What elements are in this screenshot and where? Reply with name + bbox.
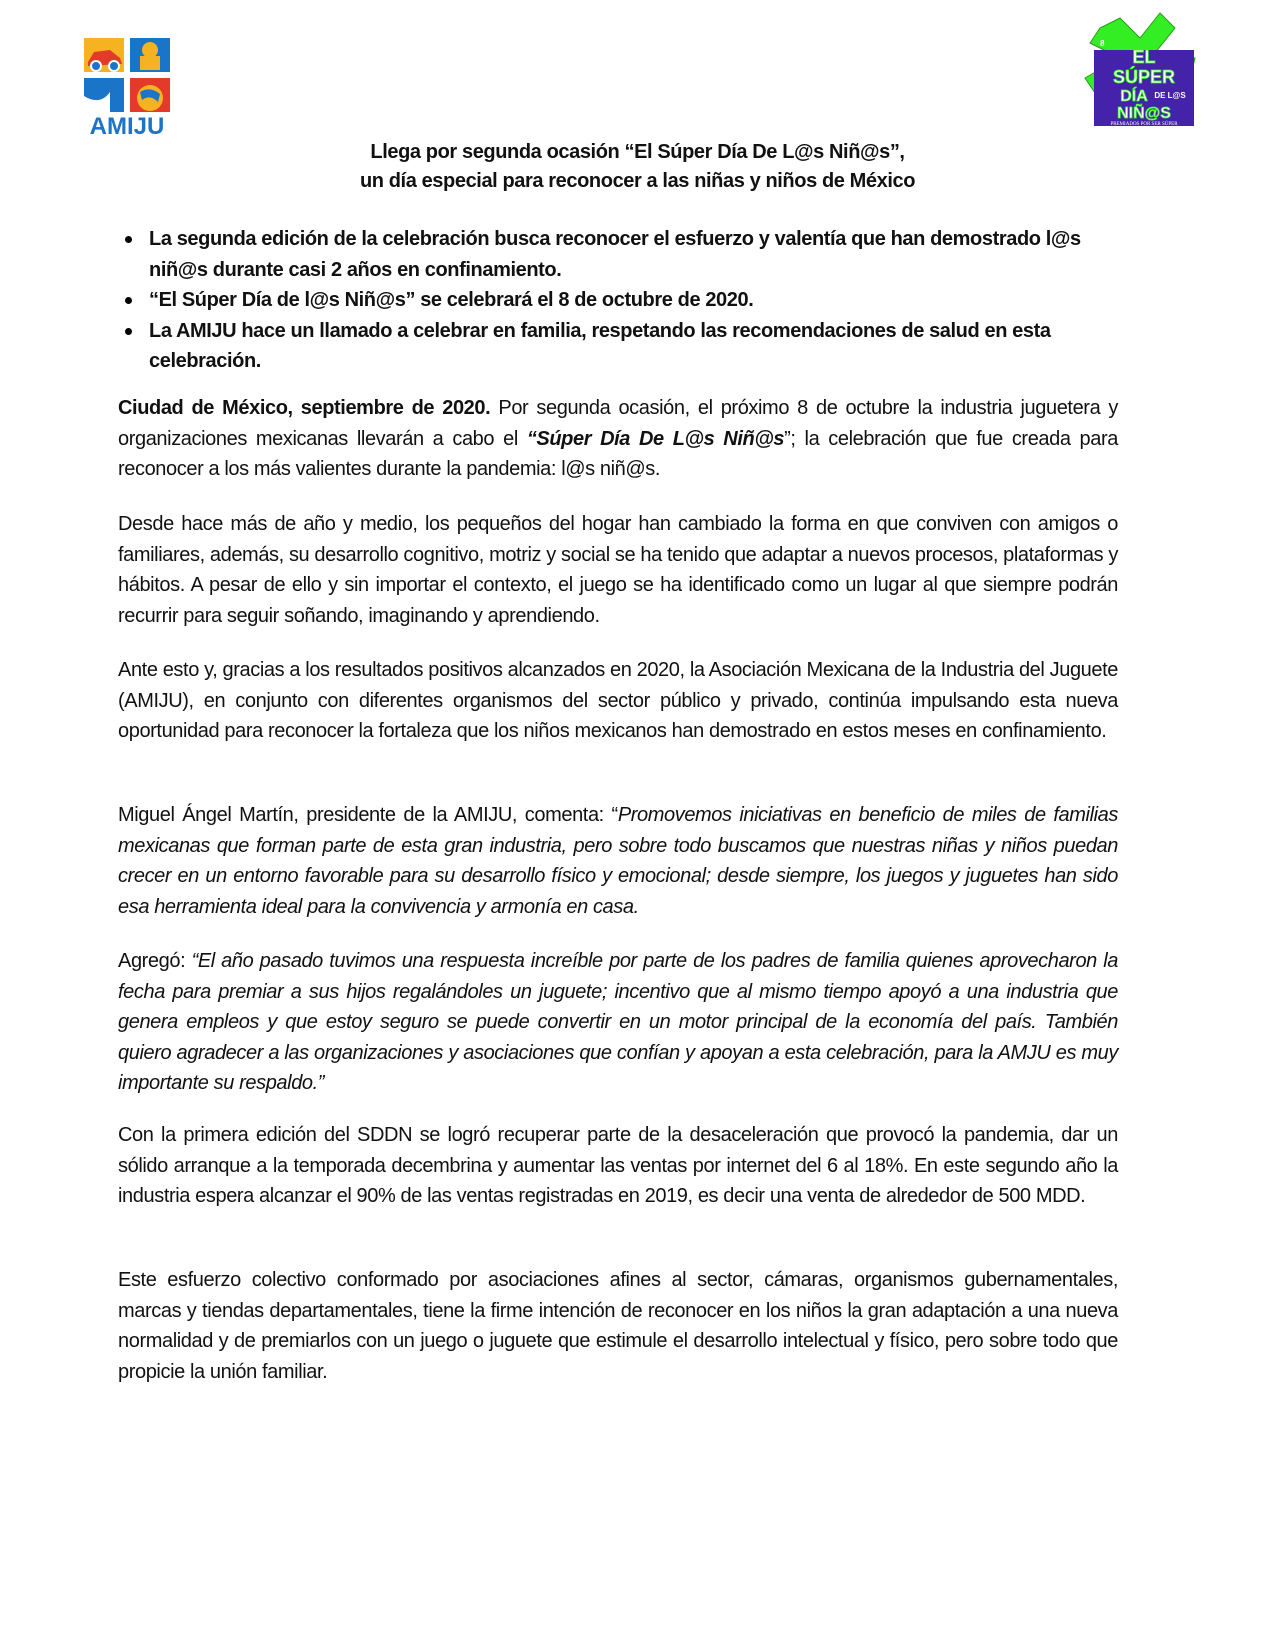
svg-text:NIÑ@S: NIÑ@S <box>1117 105 1171 122</box>
svg-text:PREMIADOS POR SER SÚPER: PREMIADOS POR SER SÚPER <box>1110 122 1178 127</box>
quote: Promovemos iniciativas en beneficio de miles de familias mexicanas que forman parte de esta gran industria, pero sobre todo buscamos que nuestras niñas y niños puedan crecer en un entorno favorable para su desarrollo físico y emocional; desde siempre, los juegos y juguetes han sido esa herramienta ideal para la convivencia y armonía en casa. <box>118 804 1118 918</box>
paragraph-amiju: Ante esto y, gracias a los resultados positivos alcanzados en 2020, la Asociación Mexicana de la Industria del Juguete (AMIJU), en conjunto con diferentes organismos del sector público y privado, continúa impulsando esta nueva oportunidad para reconocer la fortaleza que los niños mexicanos han demostrado en estos meses en confinamiento. <box>118 659 1118 742</box>
svg-text:EL: EL <box>1132 47 1156 67</box>
svg-text:DE L@S: DE L@S <box>1154 91 1186 100</box>
paragraph-quote-martin: Miguel Ángel Martín, presidente de la AMIJU, comenta: “Promovemos iniciativas en beneficio de miles de familias mexicanas que forman parte de esta gran industria, pero sobre todo buscamos que nuestras niñas y niños puedan crecer en un entorno favorable para su desarrollo físico y emocional; desde siempre, los juegos y juguetes han sido esa herramienta ideal para la convivencia y armonía en casa. <box>118 804 1118 918</box>
dateline: Ciudad de México, septiembre de 2020. <box>118 397 491 419</box>
paragraph-results: Con la primera edición del SDDN se logró recuperar parte de la desaceleración que provocó la pandemia, dar un sólido arranque a la temporada decembrina y aumentar las ventas por internet del 6 al 18%. En este segundo año la industria espera alcanzar el 90% de las ventas registradas en 2019, es decir una venta de alrededor de 500 MDD. <box>118 1124 1118 1207</box>
title-line-2: un día especial para reconocer a las niñas y niños de México <box>359 170 916 192</box>
page-title <box>200 138 1075 196</box>
highlight-item: La segunda edición de la celebración busca reconocer el esfuerzo y valentía que han demostrado l@s niñ@s durante casi 2 años en confinamiento. <box>120 224 1120 285</box>
title-line-1: Llega por segunda ocasión “El Súper Día De L@s Niñ@s”, <box>370 141 905 163</box>
paragraph-quote-agrego: Agregó: “El año pasado tuvimos una respuesta increíble por parte de los padres de familia quienes aprovecharon la fecha para premiar a sus hijos regalándoles un juguete; incentivo que al mismo tiempo apoyó a una industria que genera empleos y que estoy seguro se puede convertir en un motor principal de la economía del país. También quiero agradecer a las organizaciones y asociaciones que confían y apoyan a esta celebración, para la AMJU es muy importante su respaldo.” <box>118 950 1118 1094</box>
gift-bow-icon <box>1080 8 1200 133</box>
paragraph-context: Desde hace más de año y medio, los pequeños del hogar han cambiado la forma en que conviven con amigos o familiares, además, su desarrollo cognitivo, motriz y social se ha tenido que adaptar a nuevos procesos, plataformas y hábitos. A pesar de ello y sin importar el contexto, el juego se ha identificado como un lugar al que siempre podrán recurrir para seguir soñando, imaginando y aprendiendo. <box>118 513 1118 627</box>
svg-text:AMIJU: AMIJU <box>89 113 165 136</box>
svg-text:8: 8 <box>1100 39 1105 48</box>
paragraph-intro: Ciudad de México, septiembre de 2020. Por segunda ocasión, el próximo 8 de octubre la industria juguetera y organizaciones mexicanas llevarán a cabo el “Súper Día De L@s Niñ@s”; la celebración que fue creada para reconocer a los más valientes durante la pandemia: l@s niñ@s. <box>118 397 1118 480</box>
svg-text:SÚPER: SÚPER <box>1112 67 1176 87</box>
svg-text:DÍA: DÍA <box>1120 88 1148 105</box>
super-dia-logo <box>1080 8 1200 133</box>
highlights-list <box>120 224 1120 377</box>
highlight-item: “El Súper Día de l@s Niñ@s” se celebrará el 8 de octubre de 2020. <box>120 285 1120 316</box>
highlight-item: La AMIJU hace un llamado a celebrar en familia, respetando las recomendaciones de salud en esta celebración. <box>120 316 1120 377</box>
event-name: “Súper Día De L@s Niñ@s <box>526 427 785 450</box>
quote: “El año pasado tuvimos una respuesta increíble por parte de los padres de familia quienes aprovecharon la fecha para premiar a sus hijos regalándoles un juguete; incentivo que al mismo tiempo apoyó a una industria que genera empleos y que estoy seguro se puede convertir en un motor principal de la economía del país. También quiero agradecer a las organizaciones y asociaciones que confían y apoyan a esta celebración, para la AMJU es muy importante su respaldo.” <box>118 950 1118 1094</box>
amiju-logo <box>80 36 180 136</box>
paragraph-closing: Este esfuerzo colectivo conformado por asociaciones afines al sector, cámaras, organismos gubernamentales, marcas y tiendas departamentales, tiene la firme intención de reconocer en los niños la gran adaptación a una nueva normalidad y de premiarlos con un juego o juguete que estimule el desarrollo intelectual y físico, pero sobre todo que propicie la unión familiar. <box>118 1269 1118 1383</box>
amiju-toy-icon <box>80 36 180 136</box>
